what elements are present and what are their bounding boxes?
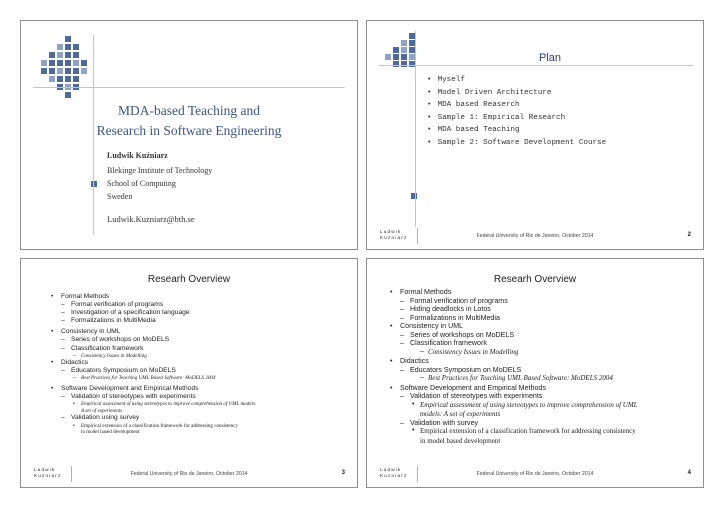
list-item: – Classification framework [61,344,144,352]
list-item: – Consistency Issues in Modelling [420,347,519,356]
list-item: – Formal verification of programs [400,296,508,305]
list-item: – Formal verification of programs [61,301,164,309]
horizontal-rule [33,87,345,88]
research-outline [49,293,257,436]
list-item: – Validation with survey [400,418,479,427]
list-item: – Hiding deadlocks in Lotos [400,305,491,313]
list-item: – Classification framework [400,339,487,347]
list-item: • Didactics [390,357,429,366]
plan-item: • Sample 1: Empirical Research [427,112,606,125]
list-item: – Consistency Issues in Modelling [73,352,147,359]
slide-title: Researh Overview [493,274,577,285]
list-item: – Best Practices for Teaching UML Based Software: MoDELS 2004 [420,374,613,383]
plan-item: • MDA based Reaserch [427,99,606,112]
horizontal-rule [379,65,693,66]
list-item: • Empirical assessment of using stereotypes to improve comprehension of UML [412,400,638,409]
slide-3[interactable] [20,258,358,488]
footer-logo: Ludwik Kuzniarz [380,467,408,478]
vertical-rule [415,31,416,227]
plan-item: • Myself [427,74,606,87]
page-number: 2 [687,232,691,238]
list-item: • Formal Methods [51,293,110,300]
affiliation-school: School of Computing [107,179,176,188]
footer-logo: Ludwik Kuzniarz [34,467,62,478]
author-email[interactable]: Ludwik.Kuzniarz@bth.se [107,214,195,224]
footer-text: Federal University of Rio de Janeiro, October 2014 [476,471,594,477]
list-item: – Validation using survey [61,414,140,422]
list-item: • Didactics [51,359,89,367]
list-item: • Software Development and Empirical Methods [390,383,546,392]
plan-item: • Sample 2: Software Development Course [427,137,606,150]
list-item: • Empirical extension of a classification framework for addressing consistency [412,427,636,436]
list-item: • Empirical extension of a classification framework for addressing consistency [73,422,239,429]
list-item: • Consistency in UML [51,328,121,336]
list-item: – Best Practices for Teaching UML Based Software: MoDELS 2004 [73,375,216,382]
slide-footer [367,465,703,487]
footer-text: Federal University of Rio de Janeiro, October 2014 [476,233,594,239]
list-item: – Series of workshops on MoDELS [61,336,170,344]
affiliation-country: Sweden [107,192,133,201]
plan-item: • MDA based Teaching [427,124,606,137]
author-name: Ludwik Kuźniarz [107,151,168,160]
title-line-2: Research in Software Engineering [96,123,282,138]
slide-title: Plan [539,52,562,64]
list-item: – Series of workshops on MoDELS [400,330,515,339]
list-item: • Software Development and Empirical Methods [51,385,199,393]
research-outline [388,288,638,446]
list-item: – Educators Symposium on MoDELS [61,367,176,375]
list-item: • Consistency in UML [390,322,464,330]
footer-logo: Ludwik Kuzniarz [380,229,408,240]
slide-footer [21,465,357,487]
slide-footer [367,227,703,249]
list-item: – Validation of stereotypes with experiments [61,393,196,401]
list-item-continuation: in model based development [420,436,501,445]
page-number: 4 [687,470,691,476]
title-line-1: MDA-based Teaching and [117,103,260,118]
affiliation-institute: Blekinge Institute of Technology [107,166,213,175]
list-item-continuation: models: A set of experiments [420,410,501,419]
author-block [107,149,212,226]
slide-title: Researh Overview [147,274,231,285]
slide-1[interactable] [20,20,358,250]
plan-item: • Model Driven Architecture [427,87,606,100]
list-item: – Validation of stereotypes with experiments [400,392,543,401]
list-item: • Formal Methods [390,288,452,296]
list-item: – Formalizations in MultiMedia [61,317,156,325]
list-item: – Formalizations in MultiMedia [400,313,500,322]
plan-list [427,74,606,150]
presentation-title [79,101,299,141]
list-item-continuation: in model based development [81,429,140,436]
slide-2[interactable] [366,20,704,250]
footer-text: Federal University of Rio de Janeiro, October 2014 [130,471,248,477]
list-item: – Educators Symposium on MoDELS [400,365,522,374]
page-number: 3 [341,470,345,476]
list-item-continuation: A set of experiments [81,407,123,414]
slide-4[interactable] [366,258,704,488]
list-item: – Investigation of a specification language [61,309,190,317]
list-item: • Empirical assessment of using stereotypes to improve comprehension of UML models: [73,401,257,408]
